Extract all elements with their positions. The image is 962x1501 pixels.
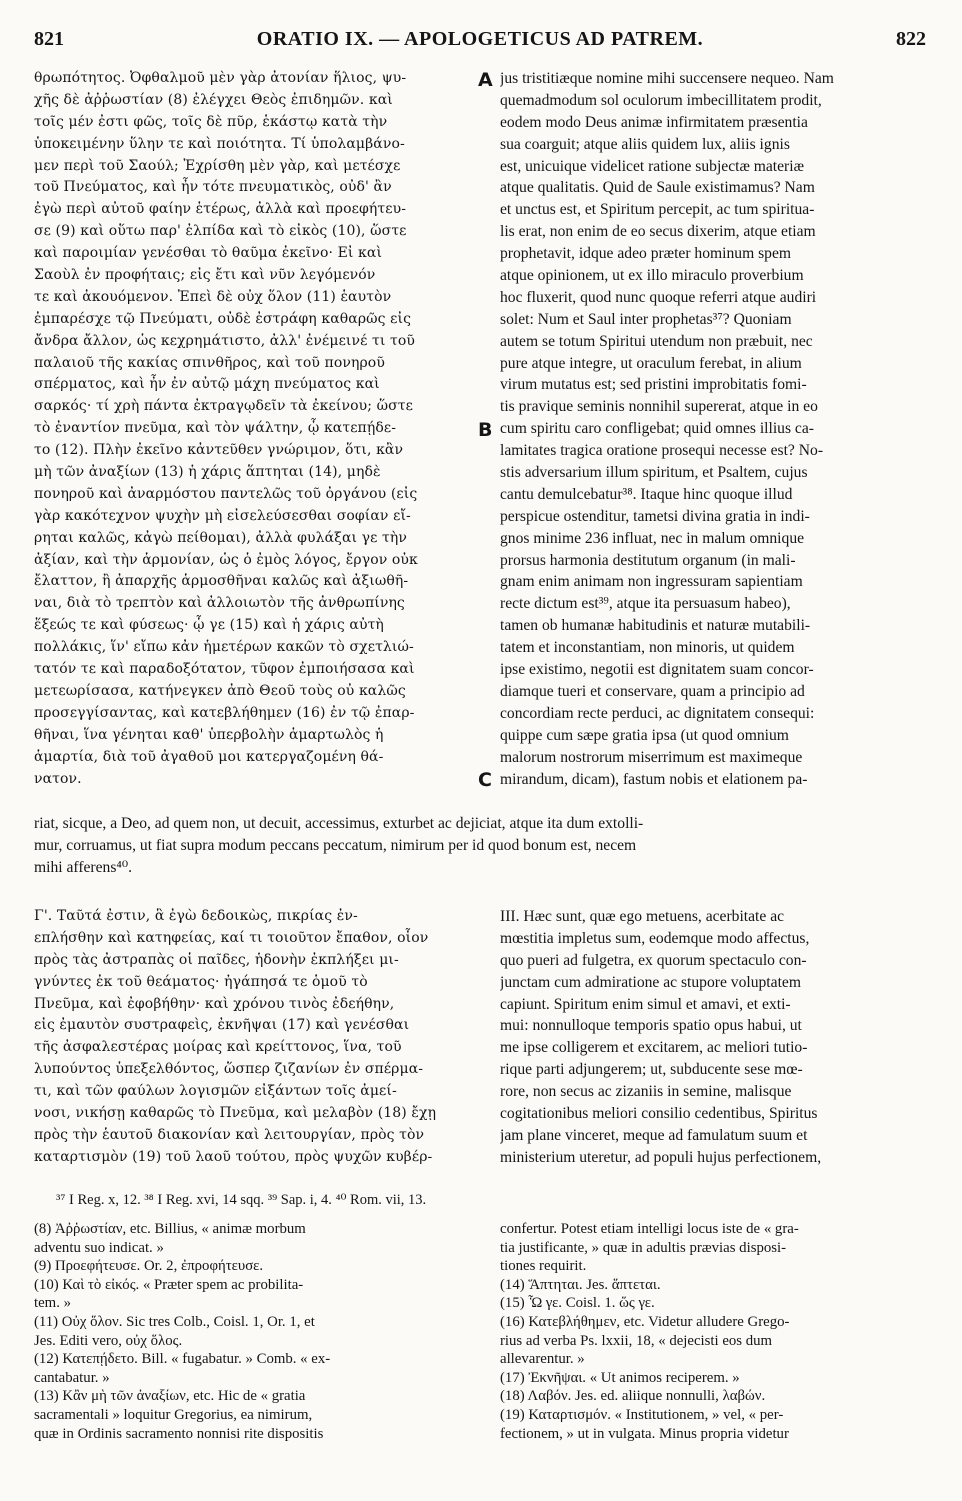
note-line: (11) Οὐχ ὅλον. Sic tres Colb., Coisl. 1, Or. 1, et	[34, 1313, 315, 1330]
greek-text-line: σπέρματος, καὶ ἦν ἐν αὐτῷ μάχη πνεύματος καὶ	[34, 376, 380, 393]
running-title: ORATIO IX. — APOLOGETICUS AD PATREM.	[256, 28, 704, 50]
latin-text-line: mœstitia impletus sum, eodemque modo affectus,	[500, 929, 810, 947]
greek-text-line: ρηται καλῶς, κἀγὼ πείθομαι), ἀλλὰ φυλάξαι γε τὴν	[34, 529, 407, 546]
greek-column-top	[34, 68, 474, 790]
latin-text-line: eodem modo Deus animæ infirmitatem præsentia	[500, 113, 808, 131]
greek-text-line: θρωπότητος. Ὀφθαλμοῦ μὲν γὰρ ἀτονίαν ἥλιος, ψυ-	[34, 70, 407, 86]
latin-text-line: tis pravique seminis nonnihil supererat, atque in eo	[500, 398, 818, 416]
latin-text-line: me ipse colligerem et excitarem, ac meliori tutio-	[500, 1039, 808, 1057]
greek-text-line: τὸ ἐναντίον πνεῦμα, καὶ τὸν ψάλτην, ᾧ κατεπῄδε-	[34, 420, 397, 437]
greek-text-line: χῆς δὲ ἀῤῥωστίαν (8) ἐλέγχει Θεὸς ἐπιδημῶν. καὶ	[34, 91, 393, 108]
footnote-references: ³⁷ I Reg. x, 12. ³⁸ I Reg. xvi, 14 sqq. ³⁹ Sap. i, 4. ⁴⁰ Rom. vii, 13.	[56, 1192, 427, 1208]
latin-text-line: ipse existimo, negotii est dignitatem suam concor-	[500, 661, 814, 679]
latin-text-line: rore, non secus ac zizaniis in semine, malisque	[500, 1083, 792, 1101]
note-line: tiones requirit.	[500, 1258, 587, 1275]
greek-text-line: μὴ τῶν ἀναξίων (13) ἡ χάρις ἅπτηται (14), μηδὲ	[34, 464, 381, 481]
greek-text-line: γνύντες ἐκ τοῦ θεάματος· ἠγάπησά τε ὁμοῦ τὸ	[34, 973, 368, 990]
latin-text-line: ministerium uteretur, ad populi hujus perfectionem,	[500, 1148, 822, 1166]
running-header	[34, 28, 926, 58]
greek-text-line: τοῦ Πνεύματος, καὶ ἦν τότε πνευματικὸς, οὐδ' ἂν	[34, 179, 392, 196]
page-number-left: 821	[34, 28, 64, 50]
latin-text-line: hoc fluxerit, quod nunc quoque referri atque audiri	[500, 288, 817, 306]
greek-text-line: ἕξεώς τε καὶ φύσεως· ᾧ γε (15) καὶ ἡ χάρις αὐτὴ	[34, 617, 384, 634]
latin-text-line: gnos minime 236 influat, nec in malum omnique	[500, 529, 805, 547]
notes-left	[34, 1220, 474, 1443]
note-line: (16) Κατεβλήθημεν, etc. Videtur alludere Grego-	[500, 1313, 790, 1330]
greek-text-line: καταρτισμὸν (19) τοῦ λαοῦ τούτου, πρὸς ψυχῶν κυβέρ-	[34, 1148, 433, 1165]
greek-text-line: προσεγγίσαντας, καὶ κατεβλήθημεν (16) ἐν τῷ ἐπαρ-	[34, 704, 415, 721]
note-line: (13) Κἂν μὴ τῶν ἀναξίων, etc. Hic de « gratia	[34, 1388, 306, 1405]
section-marker-b: B	[478, 419, 493, 441]
greek-text-line: πονηροῦ καὶ ἀναρμόστου παντελῶς τοῦ ὀργάνου (εἰς	[34, 485, 418, 502]
latin-text-line: mirandum, dicam), fastum nobis et elationem pa-	[500, 770, 808, 788]
greek-text-line: πρὸς τὴν ἑαυτοῦ διακονίαν καὶ λειτουργίαν, πρὸς τὸν	[34, 1126, 425, 1143]
latin-text-line: III. Hæc sunt, quæ ego metuens, acerbitate ac	[500, 908, 785, 925]
latin-text-line: gnam enim animam non ingressuram sapientiam	[500, 573, 803, 591]
greek-text-line: ἁμαρτία, διὰ τοῦ ἀγαθοῦ μοι κατεργαζομένη θά-	[34, 748, 384, 765]
greek-text-line: πρὸς τὰς ἀστραπὰς οἱ παῖδες, ἡδονὴν ἐκπλήξει μι-	[34, 951, 399, 968]
latin-text-line: sua coarguit; atque aliis quidem lux, aliis ignis	[500, 135, 790, 153]
latin-text-line: cum spiritu caro confligebat; quid omnes illius ca-	[500, 420, 814, 438]
latin-text-line: concordiam recte perduci, ac dignitatem consequi:	[500, 704, 815, 722]
greek-text-line: πολλάκις, ἵν' εἴπω κἀν ἡμετέρων κακῶν τὸ σχετλιώ-	[34, 639, 414, 656]
latin-text-line: riat, sicque, a Deo, ad quem non, ut decuit, accessimus, exturbet ac dejiciat, atque ita dum extolli-	[34, 815, 644, 832]
latin-text-line: quippe cum sæpe gratia ipsa (ut quod omnium	[500, 726, 789, 744]
latin-text-line: tamen ob humanæ habitudinis et naturæ mutabili-	[500, 617, 811, 635]
latin-column-bottom	[500, 906, 926, 1169]
note-line: allevarentur. »	[500, 1351, 585, 1368]
latin-text-line: prorsus harmonia destitutum organum (in mali-	[500, 551, 796, 569]
latin-text-line: mur, corruamus, ut fiat supra modum peccans peccatum, nimirum per id quod bonum est, necem	[34, 836, 637, 854]
section-marker-a: A	[478, 69, 493, 91]
latin-text-line: perspicue ostenditur, tametsi divina gratia in indi-	[500, 507, 810, 525]
latin-text-line: atque opinionem, ut ex illo miraculo proverbium	[500, 267, 804, 285]
note-line: fectionem, » ut in vulgata. Minus propria videtur	[500, 1425, 789, 1442]
note-line: (19) Καταρτισμόν. « Institutionem, » vel, « per-	[500, 1406, 784, 1423]
note-line: confertur. Potest etiam intelligi locus iste de « gra-	[500, 1221, 799, 1237]
latin-text-line: atque qualitatis. Quid de Saule existimamus? Nam	[500, 179, 815, 197]
greek-text-line: μεν περὶ τοῦ Σαούλ; Ἐχρίσθη μὲν γὰρ, καὶ μετέσχε	[34, 157, 401, 174]
greek-text-line: νατον.	[34, 770, 82, 787]
note-line: Jes. Editi vero, οὐχ ὅλος.	[34, 1332, 183, 1349]
greek-text-line: τι, καὶ τῶν φαύλων λογισμῶν εἰξάντων τοῖς ἀμεί-	[34, 1083, 397, 1100]
note-line: cantabatur. »	[34, 1369, 110, 1386]
latin-text-line: malorum nostrorum miserrimum est maximeque	[500, 748, 803, 766]
note-line: (18) Λαβόν. Jes. ed. aliique nonnulli, λαβών.	[500, 1388, 766, 1405]
latin-text-line: mihi afferens⁴⁰.	[34, 858, 133, 876]
note-line: (14) Ἅπτηται. Jes. ἅπτεται.	[500, 1276, 661, 1293]
greek-text-line: ἐγὼ περὶ αὐτοῦ φαίην ἑτέρως, ἀλλὰ καὶ προεφήτευ-	[34, 201, 407, 218]
note-line: quæ in Ordinis sacramento nonnisi rite dispositis	[34, 1425, 324, 1442]
latin-text-line: junctam cum admiratione ac stupore voluptatem	[500, 973, 801, 991]
latin-text-line: recte dictum est³⁹, atque ita persuasum habeo),	[500, 595, 791, 613]
note-line: (15) Ὧ γε. Coisl. 1. ὥς γε.	[500, 1295, 655, 1312]
latin-text-line: lis erat, non enim de eo secus dixerim, atque etiam	[500, 223, 816, 241]
latin-text-line: capiunt. Spiritum enim simul et amavi, et exti-	[500, 995, 791, 1013]
greek-text-line: ναι, διὰ τὸ τρεπτὸν καὶ ἀλλοιωτὸν τῆς ἀνθρωπίνης	[34, 595, 405, 612]
latin-text-line: mui: nonnulloque temporis spatio opus habui, ut	[500, 1017, 802, 1035]
latin-text-line: solet: Num et Saul inter prophetas³⁷? Quoniam	[500, 310, 792, 328]
greek-text-line: μετεωρίσασα, κατήνεγκεν ἀπὸ Θεοῦ τοὺς οὐ καλῶς	[34, 682, 406, 699]
note-line: (9) Προεφήτευσε. Or. 2, ἐπροφήτευσε.	[34, 1258, 264, 1275]
latin-text-line: autem se totum Spiritui utendum non præbuit, nec	[500, 332, 813, 350]
greek-text-line: θῆναι, ἵνα γένηται καθ' ὑπερβολὴν ἁμαρτωλὸς ἡ	[34, 726, 384, 743]
latin-column-top	[500, 68, 926, 790]
latin-text-line: quo pueri ad fulgetra, ex quorum spectaculo con-	[500, 951, 807, 969]
greek-text-line: ὑποκειμένην ὕλην τε καὶ ποιότητα. Τί ὑπολαμβάνο-	[34, 135, 405, 152]
greek-text-line: τοῖς μέν ἐστι φῶς, τοῖς δὲ πῦρ, ἑκάστῳ κατὰ τὴν	[34, 113, 388, 130]
greek-text-line: σε (9) καὶ οὕτω παρ' ἐλπίδα καὶ τὸ εἰκὸς (10), ὥστε	[34, 223, 407, 240]
greek-text-line: Σαοὺλ ἐν προφήταις; εἰς ἔτι καὶ νῦν λεγόμενόν	[34, 267, 376, 284]
notes-right	[500, 1220, 926, 1443]
greek-text-line: εἰς ἐμαυτὸν συστραφεὶς, ἐκνῆψαι (17) καὶ γενέσθαι	[34, 1017, 410, 1034]
note-line: tem. »	[34, 1295, 71, 1312]
note-line: sacramentali » loquitur Gregorius, ea nimirum,	[34, 1406, 313, 1423]
note-line: (17) Ἐκνῆψαι. « Ut animos reciperem. »	[500, 1369, 740, 1386]
latin-full-width	[34, 813, 926, 879]
note-line: tia justificante, » quæ in adultis prævias disposi-	[500, 1239, 787, 1256]
greek-text-line: Πνεῦμα, καὶ ἐφοβήθην· καὶ χρόνου τινὸς ἐδεήθην,	[34, 995, 395, 1012]
greek-text-line: Γ'. Ταῦτά ἐστιν, ἃ ἐγὼ δεδοικὼς, πικρίας ἐν-	[34, 908, 358, 924]
latin-text-line: diamque tueri et conservare, quam a principio ad	[500, 682, 805, 700]
note-line: (8) Ἀῤῥωστίαν, etc. Billius, « animæ morbum	[34, 1221, 306, 1237]
latin-text-line: rique parti adjungerem; ut, subducente sese mœ-	[500, 1061, 803, 1079]
latin-text-line: quemadmodum sol oculorum imbecillitatem prodit,	[500, 91, 822, 109]
greek-text-line: σαρκός· τί χρὴ πάντα ἐκτραγῳδεῖν τὰ ἐκείνου; ὥστε	[34, 398, 413, 415]
note-line: adventu suo indicat. »	[34, 1239, 164, 1256]
greek-text-line: γὰρ κακότεχνον ψυχὴν μὴ εἰσελεύσεσθαι σοφίαν εἴ-	[34, 507, 411, 524]
greek-text-line: επλήσθην καὶ κατηφείας, καί τι τοιοῦτον ἔπαθον, οἷον	[34, 929, 429, 946]
latin-text-line: lamitates tragica oratione prosequi necesse est? No-	[500, 442, 824, 460]
latin-text-line: est, unicuique videlicet ratione subjectæ materiæ	[500, 157, 804, 175]
latin-text-line: stis adversarium illum spiritum, et Psaltem, cujus	[500, 464, 808, 482]
latin-text-line: virum mutatus est; sed pristini improbitatis fomi-	[500, 376, 807, 394]
page-number-right: 822	[896, 28, 926, 50]
latin-text-line: jus tristitiæque nomine mihi succensere nequeo. Nam	[500, 70, 834, 87]
greek-text-line: καὶ παροιμίαν γενέσθαι τὸ θαῦμα ἐκεῖνο· Εἰ καὶ	[34, 245, 383, 262]
latin-text-line: pure atque integre, ut oraculum ferebat, in alium	[500, 354, 802, 372]
latin-text-line: cogitationibus meliori consilio cedentibus, Spiritus	[500, 1105, 818, 1123]
greek-column-bottom	[34, 906, 474, 1169]
note-line: (12) Κατεπῄδετο. Bill. « fugabatur. » Comb. « ex-	[34, 1351, 331, 1368]
latin-text-line: prophetavit, idque adeo præter hominum spem	[500, 245, 792, 263]
latin-text-line: jam plane vinceret, meque ad famulatum suum et	[500, 1126, 808, 1144]
greek-text-line: τε καὶ ἀκουόμενον. Ἐπεὶ δὲ οὐχ ὅλον (11) ἑαυτὸν	[34, 288, 392, 305]
latin-text-line: et unctus est, et Spiritum percepit, ac tum spiritua-	[500, 201, 815, 219]
greek-text-line: τῆς ἀσφαλεστέρας μοίρας καὶ κρείττονος, ἵνα, τοῦ	[34, 1039, 402, 1056]
greek-text-line: ἀξίαν, καὶ τὴν ἁρμονίαν, ὡς ὁ ἐμὸς λόγος, ἔργον οὐκ	[34, 551, 418, 568]
greek-text-line: ἐμπαρέσχε τῷ Πνεύματι, οὐδὲ ἐστράφη καθαρῶς εἰς	[34, 310, 412, 327]
latin-text-line: cantu demulcebatur³⁸. Itaque hinc quoque illud	[500, 485, 793, 503]
greek-text-line: το (12). Πλὴν ἐκεῖνο κἀντεῦθεν γνώριμον, ὅτι, κἂν	[34, 442, 404, 459]
greek-text-line: ἄνδρα ἄλλον, ὡς κεχρημάτιστο, ἀλλ' ἐνέμεινέ τι τοῦ	[34, 332, 415, 349]
greek-text-line: τατόν τε καὶ παραδοξότατον, τῦφον ἐμποιήσασα καὶ	[34, 661, 415, 678]
section-marker-c: C	[478, 769, 492, 791]
greek-text-line: νοσι, νικήσῃ καθαρῶς τὸ Πνεῦμα, καὶ μελαβὸν (18) ἔχῃ	[34, 1105, 437, 1122]
note-line: rius ad verba Ps. lxxii, 18, « dejecisti eos dum	[500, 1332, 773, 1349]
greek-text-line: ἔλαττον, ἢ ἀπαρχῆς ἁρμοσθῆναι καλῶς καὶ ἀξιωθῆ-	[34, 573, 409, 590]
note-line: (10) Καὶ τὸ εἰκός. « Præter spem ac probilita-	[34, 1276, 304, 1293]
latin-text-line: tatem et inconstantiam, non minoris, ut quidem	[500, 639, 795, 657]
greek-text-line: παλαιοῦ τῆς κακίας σπινθῆρος, καὶ τοῦ πονηροῦ	[34, 354, 385, 371]
greek-text-line: λυπούντος ὑπεξελθόντος, ὥσπερ ζιζανίων ἐν σπέρμα-	[34, 1061, 424, 1078]
